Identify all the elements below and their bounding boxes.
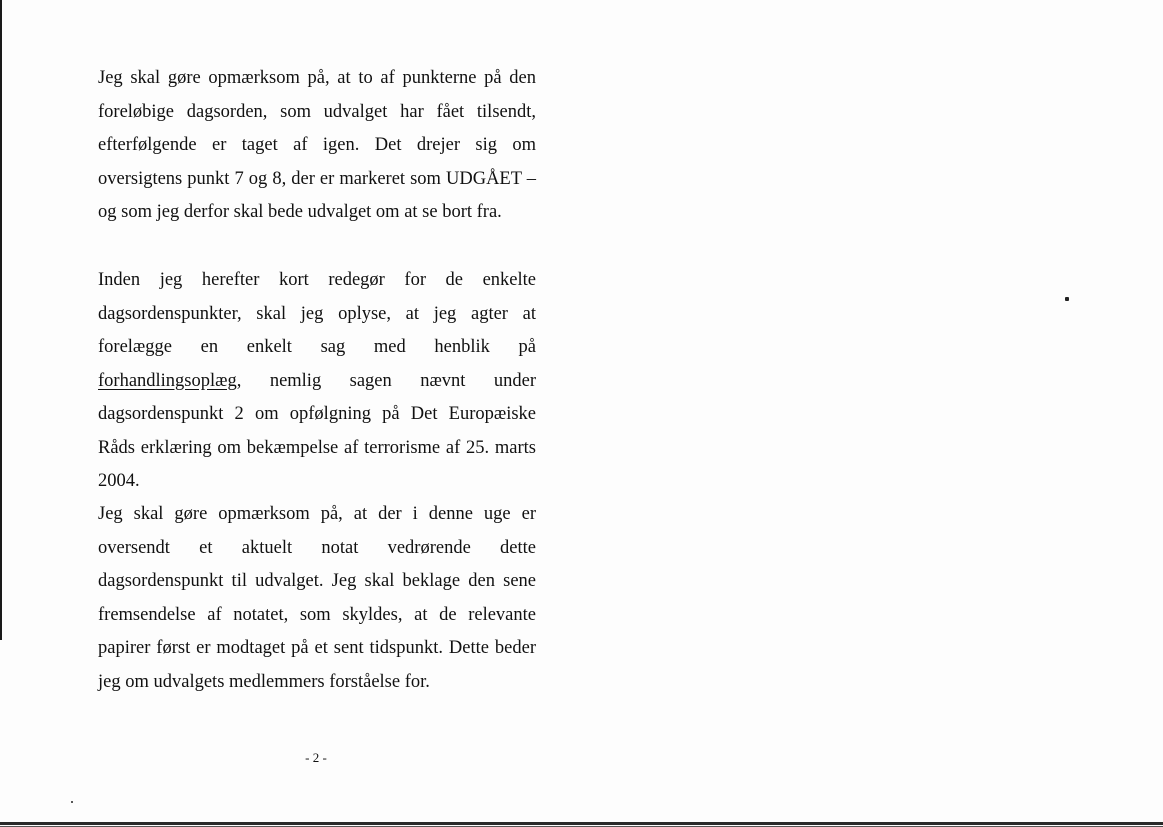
scan-speck: [1065, 297, 1069, 301]
scan-speck: [71, 801, 73, 803]
scan-left-edge: [0, 0, 2, 640]
paragraph-2: [98, 264, 536, 499]
page-number: - 2 -: [305, 750, 327, 765]
paragraph-2-text-after: , nemlig sagen nævnt under dagsordenspunkt 2 om opfølgning på Det Europæiske Råds erklæring om bekæmpelse af terrorisme af 25. marts 2004.: [98, 370, 536, 491]
paragraph-2-text-before: Inden jeg herefter kort redegør for de enkelte dagsordenspunkter, skal jeg oplyse, at jeg agter at forelægge en enkelt sag med henblik på: [98, 270, 536, 357]
paragraph-3: Jeg skal gøre opmærksom på, at der i denne uge er oversendt et aktuelt notat vedrørende dette dagsordenspunkt til udvalget. Jeg skal beklage den sene fremsendelse af notatet, som skyldes, at de relevante papirer først er modtaget på et sent tidspunkt. Dette beder jeg om udvalgets medlemmers forståelse for.: [98, 504, 536, 692]
paragraph-1: Jeg skal gøre opmærksom på, at to af punkterne på den foreløbige dagsorden, som udvalget har fået tilsendt, efterfølgende er taget af igen. Det drejer sig om oversigtens punkt 7 og 8, der er markeret som UDGÅET – og som jeg derfor skal bede udvalget om at se bort fra.: [98, 68, 536, 222]
scan-bottom-edge: [0, 822, 1163, 825]
underlined-term: forhandlingsoplæg: [98, 370, 237, 391]
